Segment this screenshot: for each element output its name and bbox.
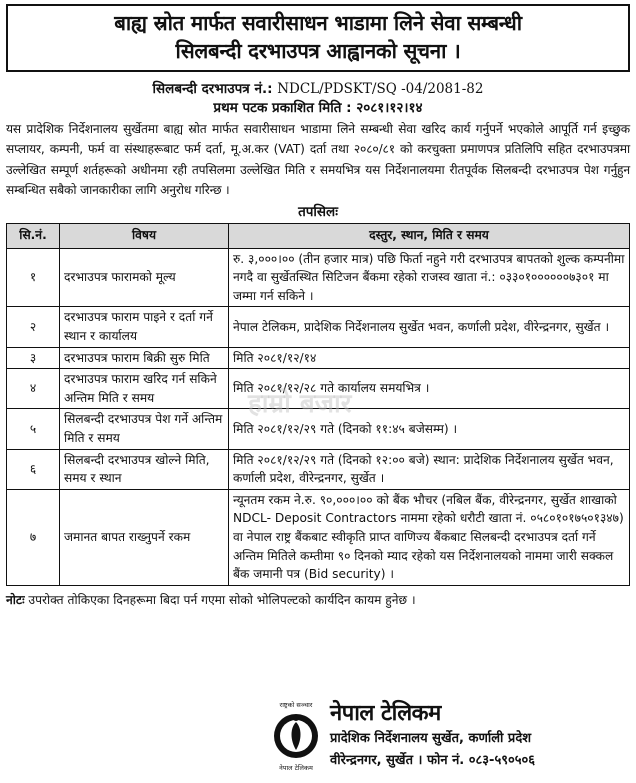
row-subject: सिलबन्दी दरभाउपत्र खोल्ने मिति, समय र स्थान: [60, 449, 229, 489]
logo-top-text: राष्ट्रको सञ्चार: [279, 701, 313, 709]
row-subject: दरभाउपत्र फाराम पाइने र दर्ता गर्ने स्थान र कार्यालय: [60, 307, 229, 347]
row-subject: सिलबन्दी दरभाउपत्र पेश गर्ने अन्तिम मिति र समय: [60, 409, 229, 449]
publish-date: प्रथम पटक प्रकाशित मिति : २०८१।१२।१४: [213, 100, 423, 116]
header-detail: दस्तुर, स्थान, मिति र समय: [229, 223, 630, 248]
row-subject: दरभाउपत्र फाराम खरिद गर्न सकिने अन्तिम मिति र समय: [60, 369, 229, 409]
table-row: [7, 369, 630, 409]
table-row: [7, 347, 630, 369]
row-sn: २: [7, 307, 60, 347]
logo-bottom-text: नेपाल टेलिकम: [279, 764, 313, 772]
table-header-row: [7, 223, 630, 248]
reference-label: सिलबन्दी दरभाउपत्र नं.:: [152, 81, 273, 97]
row-sn: ५: [7, 409, 60, 449]
row-detail: न्यूनतम रकम ने.रु. ९०,०००।०० को बैंक भौचर (नबिल बैंक, वीरेन्द्रनगर, सुर्खेत शाखाको NDCL- Deposit Contractors नाममा रहेको धरौटी खाता नं. ०५८०१०१७५०१३४७) वा नेपाल राष्ट्र बैंकबाट स्वीकृति प्राप्त वाणिज्य बैंकबाट सिलबन्दी दरभाउपत्र दर्ता गर्ने अन्तिम मितिले कम्तीमा ९० दिनको म्याद रहेको यस निर्देशनालयको नाममा जारी सक्कल बैंक जमानी पत्र (Bid security) ।: [229, 489, 630, 585]
note-label: नोटः: [6, 592, 25, 607]
note-line: [6, 590, 630, 610]
row-sn: ७: [7, 489, 60, 585]
table-row: [7, 307, 630, 347]
title-line-2: सिलबन्दी दरभाउपत्र आह्वानको सूचना ।: [175, 39, 461, 63]
watermark: हाम्रो बजार: [248, 389, 352, 419]
row-detail: मिति २०८१/१२/२८ गते कार्यालय समयभित्र ।: [229, 369, 630, 409]
header-subject: विषय: [60, 223, 229, 248]
org-block: [330, 700, 535, 772]
row-subject: जमानत बापत राख्नुपर्ने रकम: [60, 489, 229, 585]
row-detail: रु. ३,०००।०० (तीन हजार मात्र) पछि फिर्ता नहुने गरी दरभाउपत्र बापतको शुल्क कम्पनीमा नगदै वा सुर्खेतस्थित सिटिजन बैंकमा रहेको राजस्व खाता नं.: ०३३०१००००००७३०१ मा जम्मा गर्न सकिने ।: [229, 248, 630, 307]
org-address-line-2: वीरेन्द्रनगर, सुर्खेत । फोन नं. ०८३-५९०५०६: [330, 753, 536, 768]
row-detail: मिति २०८१/१२/१४: [229, 347, 630, 369]
note-text: उपरोक्त तोकिएका दिनहरूमा बिदा पर्न गएमा सोको भोलिपल्टको कार्यदिन कायम हुनेछ ।: [24, 592, 416, 607]
reference-value: NDCL/PDSKT/SQ -04/2081-82: [277, 81, 484, 97]
table-row: [7, 489, 630, 585]
table-row: [7, 409, 630, 449]
org-address-line-1: प्रादेशिक निर्देशनालय सुर्खेत, कर्णाली प्रदेश: [330, 731, 532, 746]
header-sn: सि.नं.: [7, 223, 60, 248]
reference-line: [6, 80, 630, 98]
row-sn: १: [7, 248, 60, 307]
notice-body: यस प्रादेशिक निर्देशनालय सुर्खेतमा बाह्य स्रोत मार्फत सवारीसाधन भाडामा लिने सम्बन्धी सेवा खरिद कार्य गर्नुपर्ने भएकोले आपूर्ति गर्न इच्छुक सप्लायर, कम्पनी, फर्म वा संस्थाहरूबाट फर्म दर्ता, मू.अ.कर (VAT) दर्ता तथा २०८०/८१ को करचुक्ता प्रमाणपत्र प्रतिलिपि सहित दरभाउपत्रमा उल्लेखित सम्पूर्ण शर्तहरूको अधीनमा रही तपसिलमा उल्लेखित मिति र समयभित्र यस निर्देशनालयमा रीतपूर्वक सिलबन्दी दरभाउपत्र पेश गर्नुहुन सम्बन्धित सबैको जानकारीका लागि अनुरोध गरिन्छ ।: [6, 122, 630, 198]
schedule-title: तपसिलः: [298, 203, 338, 220]
notice-page: [6, 4, 630, 780]
row-sn: ३: [7, 347, 60, 369]
notice-title-box: [6, 4, 630, 72]
row-detail: नेपाल टेलिकम, प्रादेशिक निर्देशनालय सुर्खेत भवन, कर्णाली प्रदेश, वीरेन्द्रनगर, सुर्खेत ।: [229, 307, 630, 347]
table-row: [7, 449, 630, 489]
row-detail: मिति २०८१/१२/२९ गते (दिनको १२:०० बजे) स्थान: प्रादेशिक निर्देशनालय सुर्खेत भवन, कर्णाली प्रदेश, वीरेन्द्रनगर, सुर्खेत ।: [229, 449, 630, 489]
org-name: नेपाल टेलिकम: [330, 701, 441, 726]
row-sn: ६: [7, 449, 60, 489]
row-sn: ४: [7, 369, 60, 409]
title-line-1: बाह्य स्रोत मार्फत सवारीसाधन भाडामा लिने सेवा सम्बन्धी: [114, 11, 522, 35]
schedule-table: [6, 223, 630, 586]
table-row: [7, 248, 630, 307]
row-subject: दरभाउपत्र फारामको मूल्य: [60, 248, 229, 307]
nepal-telecom-logo: [268, 700, 324, 774]
footer-signature: [268, 700, 636, 776]
row-detail: मिति २०८१/१२/२९ गते (दिनको ११:४५ बजेसम्म) ।: [229, 409, 630, 449]
row-subject: दरभाउपत्र फाराम बिक्री सुरु मिति: [60, 347, 229, 369]
